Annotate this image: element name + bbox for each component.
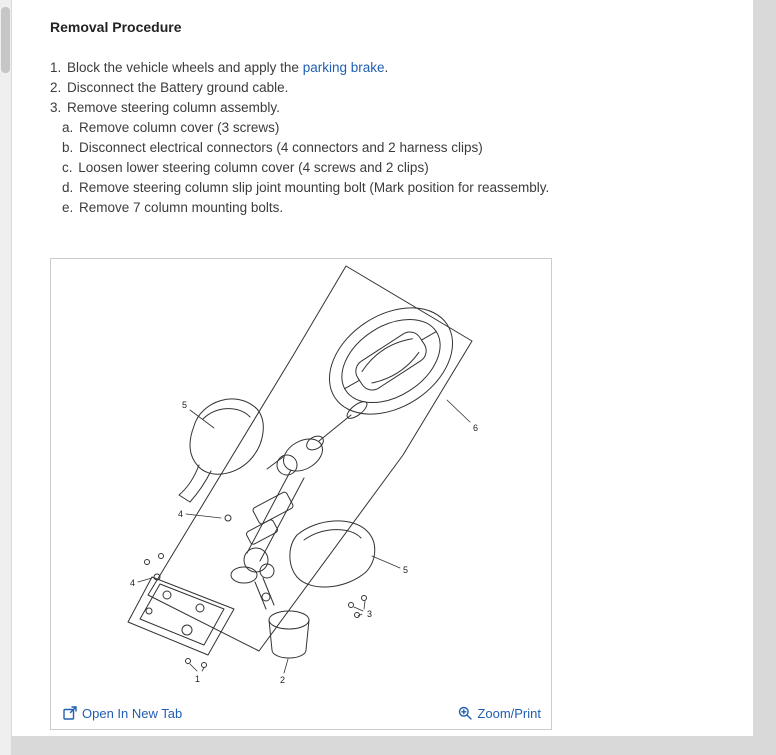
open-in-new-tab-label: Open In New Tab [82,705,183,721]
step-item-1 [50,58,753,78]
combination-switch [267,399,370,478]
callout-labels [130,400,478,685]
steering-column-diagram [51,259,551,697]
substep-text: Disconnect electrical connectors (4 connectors and 2 harness clips) [79,140,483,155]
callout-4b-label: 4 [130,578,136,588]
figure-toolbar [51,697,551,729]
callout-5b-label: 5 [403,565,409,575]
procedure-substeps [50,118,753,218]
scrollbar-thumb[interactable] [1,7,10,73]
diagram-boundary [148,266,472,651]
substep-letter: c. [62,160,73,175]
scrollbar[interactable] [0,0,11,755]
lower-column-cover [290,521,375,587]
zoom-icon [458,706,472,720]
callout-4-label: 4 [178,509,184,519]
step-text: Block the vehicle wheels and apply the [67,60,303,75]
procedure-steps [50,58,753,118]
substep-text: Remove column cover (3 screws) [79,120,280,135]
step-text: . [384,60,389,75]
step-text: Disconnect the Battery ground cable. [67,80,289,95]
substep-item-b [62,138,753,158]
callout-3-label: 3 [367,609,373,619]
zoom-print-link[interactable] [458,706,541,721]
figure-panel [50,258,552,730]
substep-letter: d. [62,180,74,195]
substep-item-a [62,118,753,138]
callout-5-label: 5 [182,400,188,410]
substep-text: Remove 7 column mounting bolts. [79,200,284,215]
figure-image [51,259,551,697]
mounting-plate [128,577,234,655]
step-text: Remove steering column assembly. [67,100,280,115]
parking-brake-link[interactable]: parking brake [302,60,385,75]
substep-letter: a. [62,120,74,135]
substep-item-c [62,158,753,178]
substep-text: Remove steering column slip joint mounting bolt (Mark position for reassembly. [79,180,550,195]
substep-letter: e. [62,200,74,215]
substep-text: Loosen lower steering column cover (4 screws and 2 clips) [78,160,429,175]
content-panel [12,0,753,736]
substep-item-d [62,178,753,198]
callout-leader-lines [138,400,470,673]
steering-wheel [310,286,472,436]
column-shaft [231,470,304,609]
step-item-3 [50,98,753,118]
upper-column-cover [179,399,263,502]
cover-cylinder [269,611,309,658]
substep-letter: b. [62,140,74,155]
step-number: 1. [50,60,62,75]
callout-6-label: 6 [473,423,479,433]
open-in-new-tab-link[interactable] [63,706,182,721]
step-number: 2. [50,80,62,95]
step-number: 3. [50,100,62,115]
callout-1-label: 1 [195,674,201,684]
step-item-2 [50,78,753,98]
substep-item-e [62,198,753,218]
zoom-print-label: Zoom/Print [477,705,541,721]
callout-2-label: 2 [280,675,286,685]
page-title: Removal Procedure [50,19,182,35]
open-in-new-icon [63,706,77,720]
